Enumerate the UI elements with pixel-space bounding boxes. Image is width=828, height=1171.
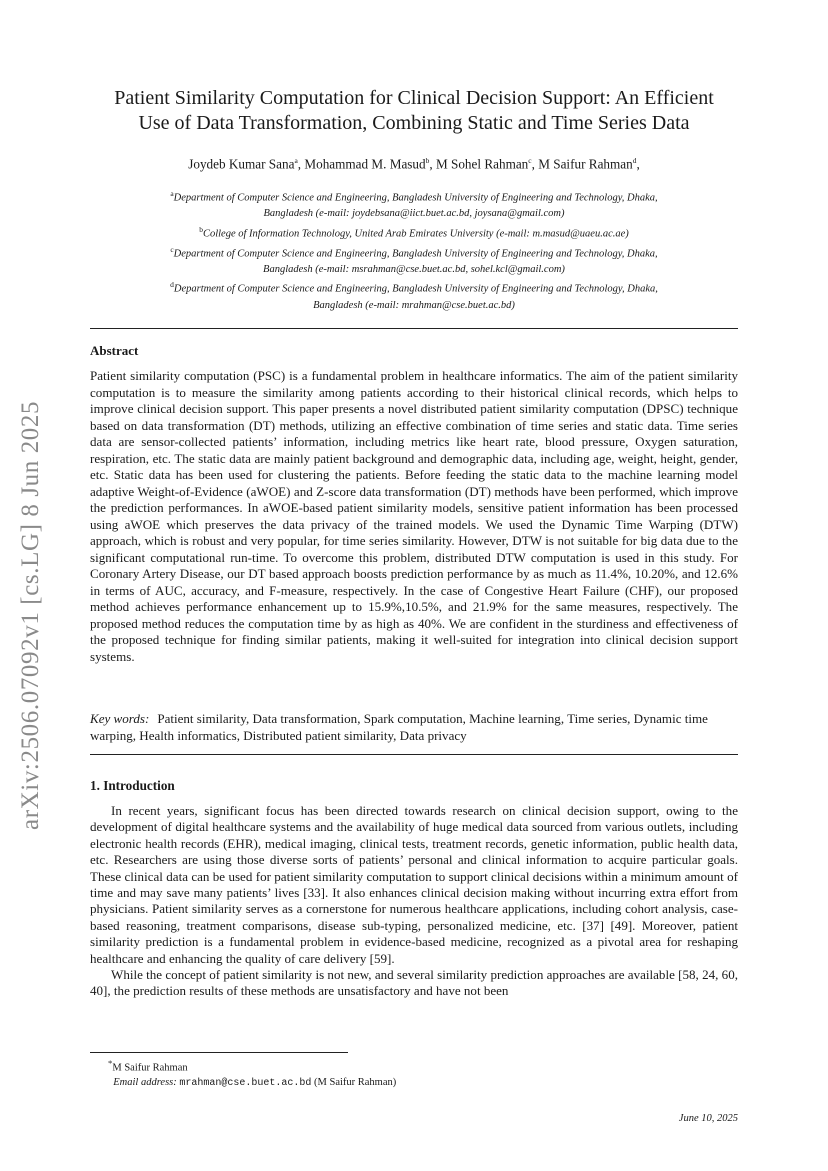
footnote [108,1056,396,1092]
arxiv-identifier: arXiv:2506.07092v1 [cs.LG] 8 Jun 2025 [17,400,44,830]
affiliation [110,186,718,222]
author-name: Mohammad M. Masud [304,156,426,172]
author-list: Joydeb Kumar Sana$^a$, Mohammad M. Masud$^b$, M Sohel Rahman$^c$, M Saifur Rahman$^d$, [188,156,640,172]
abstract-heading: Abstract [90,343,139,358]
paragraph: While the concept of patient similarity is not new, and several similarity prediction approaches are available [58, 24, 60, 40], the prediction results of these methods are unsatisfactory and have not been [90,967,738,999]
title-line-2: Use of Data Transformation, Combining Static and Time Series Data [138,112,690,134]
author-mark: a [294,156,298,165]
affiliation-mark: b [199,224,203,234]
affiliation-mark: d [170,280,174,290]
author-name: M Saifur Rahman [538,156,633,172]
keywords [90,710,738,744]
author-mark: d [632,156,637,165]
affiliation-mark: c [170,244,174,254]
keywords-label: Key words: [90,711,150,726]
title-line-1: Patient Similarity Computation for Clinical Decision Support: An Efficient [114,87,714,109]
paragraph: In recent years, significant focus has been directed towards research on clinical decision support, owing to the development of digital healthcare systems and the availability of huge medical data sourced from various outlets, including electronic health records (EHR), medical imaging, clinical tests, treatment records, genetic information, public health data, etc. Researchers are using those diverse sorts of patients’ personal and clinical information to acquire particular goals. These clinical data can be used for patient similarity computation to support clinical decisions within a minimum amount of time and may save many patients’ lives [33]. It also enhances clinical decision making without incurring extra effort from physicians. Patient similarity serves as a cornerstone for numerous healthcare applications, including cohort analysis, case-based reasoning, treatment comparisons, disease sub-typing, personalized medicine, etc. [37] [49]. Moreover, patient similarity prediction is a fundamental problem in evidence-based medicine, recognized as a pivotal area for reshaping healthcare and enhancing the quality of care delivery [59]. [90,803,738,966]
affiliation-line: College of Information Technology, United Arab Emirates University (e-mail: m.masud@uaeu.ac.ae) [202,228,629,240]
footnote-email[interactable]: mrahman@cse.buet.ac.bd [179,1078,312,1089]
author-name: Joydeb Kumar Sana [188,156,295,172]
affiliation-line: Bangladesh (e-mail: msrahman@cse.buet.ac.bd, sohel.kcl@gmail.com) [263,263,565,275]
footnote-name: M Saifur Rahman [112,1062,188,1074]
affiliation-line: Bangladesh (e-mail: mrahman@cse.buet.ac.bd) [313,299,515,311]
author-name: M Sohel Rahman [435,156,529,172]
footnote-rule [90,1052,348,1053]
affiliation-line: Bangladesh (e-mail: joydebsana@iict.buet.ac.bd, joysana@gmail.com) [263,208,565,220]
abstract-bottom-rule [90,754,738,755]
author-mark: c [528,156,532,165]
preprint-date: June 10, 2025 [678,1113,738,1124]
abstract-text: Patient similarity computation (PSC) is a fundamental problem in healthcare informatics. The aim of the patient similarity computation is to measure the similarity among patients according to their historical clinical records, which helps to improve clinical decision support. This paper presents a novel distributed patient similarity computation (DPSC) technique based on data transformation (DT) methods, utilizing an effective combination of time series and static data. Time series data are sensor-collected patients’ information, including metrics like heart rate, blood pressure, Oxygen saturation, respiration, etc. The static data are mainly patient background and demographic data, including age, weight, height, gender, etc. Static data has been used for clustering the patients. Before feeding the static data to the machine learning model adaptive Weight-of-Evidence (aWOE) and Z-score data transformation (DT) methods have been performed, which improve the prediction performances. In aWOE-based patient similarity models, sensitive patient information has been processed using aWOE which preserves the data privacy of the trained models. We used the Dynamic Time Warping (DTW) approach, which is robust and very popular, for time series similarity. However, DTW is not suitable for big data due to the significant computational run-time. To overcome this problem, distributed DTW computation is used in this study. For Coronary Artery Disease, our DT based approach boosts prediction performance by as much as 11.4%, 10.20%, and 12.6% in terms of AUC, accuracy, and F-measure, respectively. In the case of Congestive Heart Failure (CHF), our proposed method achieves performance enhancement up to 15.9%,10.5%, and 21.9% for the same measures, respectively. The proposed method reduces the computation time by as high as 40%. We are confident in the sturdiness and effectiveness of the proposed technique for finding similar patients, making it well-suited for integration into clinical decision support systems. [90,368,738,664]
paper-title [80,86,748,136]
footnote-mark: * [108,1058,113,1068]
affiliations [110,186,718,313]
affiliation [110,277,718,313]
affiliation-line: Department of Computer Science and Engineering, Bangladesh University of Engineering and Technology, Dhaka, [173,248,658,260]
affiliation [110,222,718,242]
affiliation-mark: a [170,189,174,198]
author-mark: b [425,156,430,165]
introduction-body [90,803,738,1000]
footnote-email-owner: (M Saifur Rahman) [314,1077,397,1088]
affiliation-line: Department of Computer Science and Engineering, Bangladesh University of Engineering and Technology, Dhaka, [173,283,658,295]
keywords-list: Patient similarity, Data transformation, Spark computation, Machine learning, Time series, Dynamic time warping, Health informatics, Distributed patient similarity, Data privacy [90,711,708,743]
affiliation-line: Department of Computer Science and Engineering, Bangladesh University of Engineering and Technology, Dhaka, [173,192,658,204]
affiliation [110,242,718,278]
footnote-email-label: Email address: [113,1077,177,1088]
section-heading: 1. Introduction [90,778,175,793]
abstract-top-rule [90,328,738,329]
